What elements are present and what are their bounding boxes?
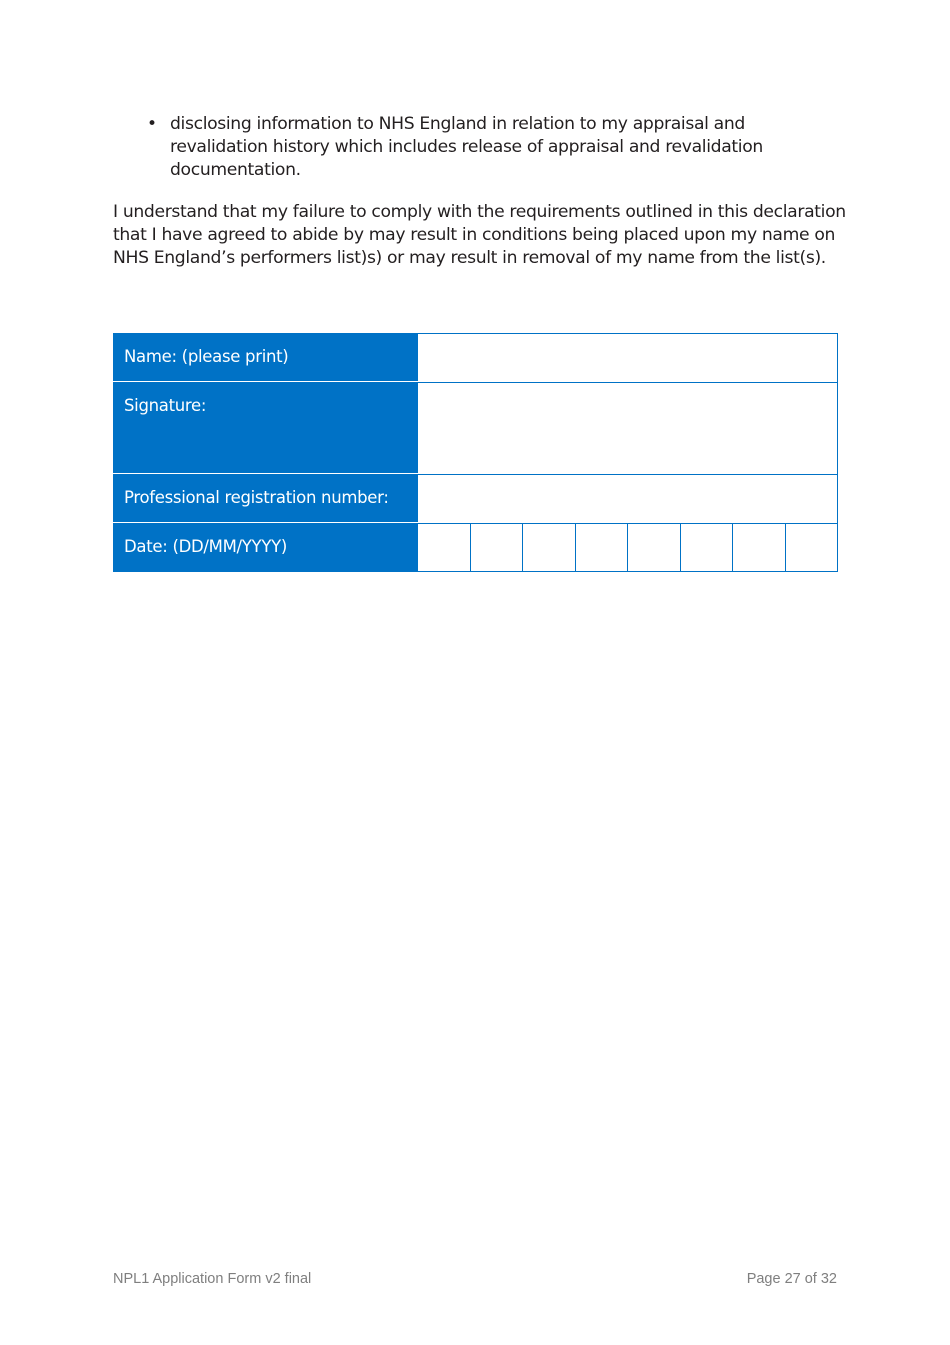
bullet-line: documentation.: [170, 160, 301, 180]
footer-page-number: Page 27 of 32: [746, 1271, 837, 1287]
bullet-list: [113, 113, 843, 182]
declaration-paragraph: [113, 201, 853, 270]
date-digit-box-y4[interactable]: [786, 524, 839, 571]
signature-field[interactable]: [418, 382, 838, 474]
date-field-group: [418, 523, 838, 572]
date-label: Date: (DD/MM/YYYY): [113, 523, 418, 572]
paragraph-line: that I have agreed to abide by may result in conditions being placed upon my name on: [113, 225, 836, 245]
registration-label: Professional registration number:: [113, 474, 418, 523]
name-field[interactable]: [418, 333, 838, 382]
date-digit-box-y2[interactable]: [681, 524, 734, 571]
date-digit-box-y1[interactable]: [628, 524, 681, 571]
list-item: [113, 113, 843, 182]
registration-number-field[interactable]: [418, 474, 838, 523]
registration-row: [113, 474, 838, 523]
paragraph-line: I understand that my failure to comply with the requirements outlined in this declaration: [113, 202, 846, 222]
date-digit-box-d1[interactable]: [418, 524, 471, 571]
date-digit-box-d2[interactable]: [471, 524, 524, 571]
bullet-icon: •: [147, 114, 157, 134]
paragraph-line: NHS England’s performers list)s) or may result in removal of my name from the list(s).: [113, 248, 826, 268]
date-digit-box-m2[interactable]: [576, 524, 629, 571]
signature-label: Signature:: [113, 382, 418, 474]
bullet-line: disclosing information to NHS England in relation to my appraisal and: [170, 114, 745, 134]
date-digit-box-m1[interactable]: [523, 524, 576, 571]
name-row: [113, 333, 838, 382]
name-label: Name: (please print): [113, 333, 418, 382]
signature-row: [113, 382, 838, 474]
date-digit-box-y3[interactable]: [733, 524, 786, 571]
date-row: [113, 523, 838, 572]
declaration-form-table: [113, 333, 838, 572]
footer-document-name: NPL1 Application Form v2 final: [113, 1271, 312, 1287]
bullet-line: revalidation history which includes release of appraisal and revalidation: [170, 137, 763, 157]
